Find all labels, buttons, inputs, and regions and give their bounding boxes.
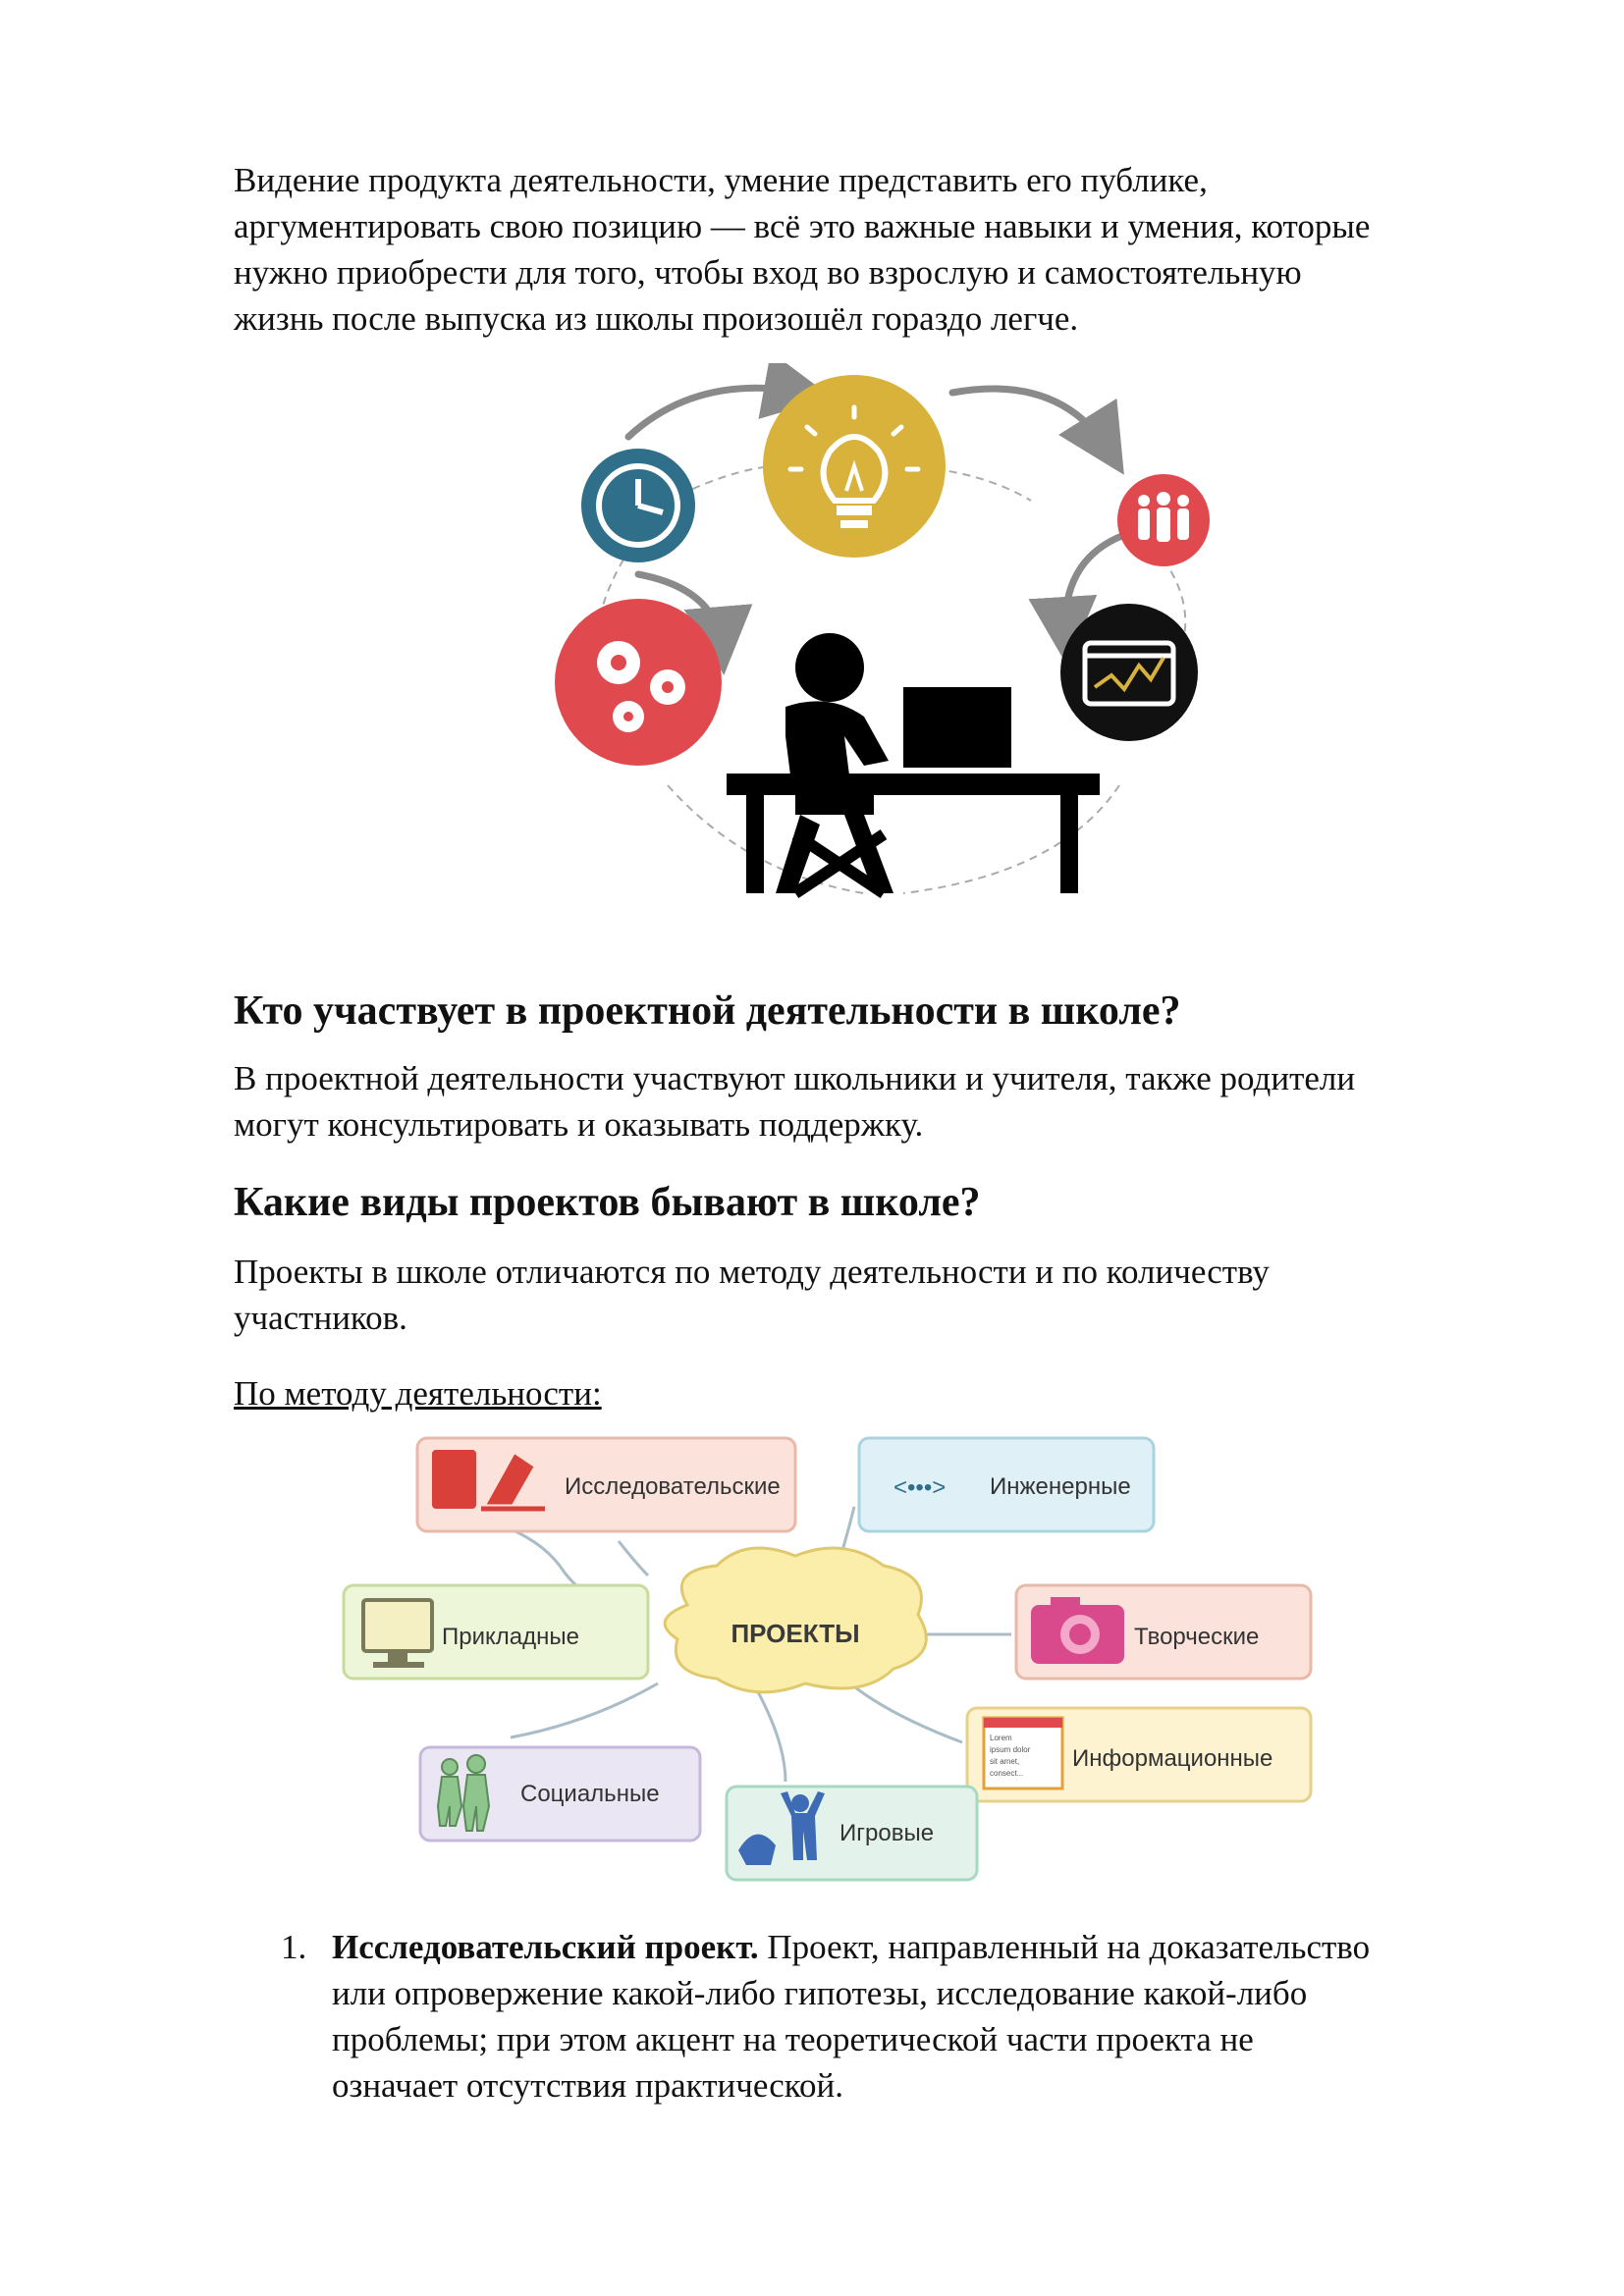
list-item-text-line-4: означает отсутствия практической. — [332, 2066, 843, 2105]
list-item-title: Исследовательский проект. — [332, 1928, 759, 1966]
project-types-list — [234, 1924, 1540, 2109]
intro-paragraph — [234, 157, 1540, 342]
node-informational — [967, 1708, 1311, 1801]
heading-project-types: Какие виды проектов бывают в школе? — [234, 1180, 981, 1225]
center-node-label: ПРОЕКТЫ — [731, 1619, 860, 1648]
node-applied — [344, 1585, 648, 1679]
heading-participants: Кто участвует в проектной деятельности в школе? — [234, 988, 1181, 1034]
project-types-line-2: участников. — [234, 1299, 407, 1337]
node-social-label: Социальные — [520, 1781, 660, 1807]
node-applied-label: Прикладные — [442, 1624, 579, 1650]
list-item-text-line-2: или опровержение какой-либо гипотезы, исследование какой-либо — [332, 1974, 1308, 2012]
list-item-number: 1. — [281, 1928, 307, 1966]
node-engineering-label: Инженерные — [990, 1473, 1131, 1500]
project-types-line-1: Проекты в школе отличаются по методу деятельности и по количеству — [234, 1253, 1270, 1291]
list-item-text-line-3: проблемы; при этом акцент на теоретической части проекта не — [332, 2020, 1254, 2058]
method-label: По методу деятельности: — [234, 1374, 602, 1413]
camera-icon — [1031, 1597, 1124, 1664]
node-research — [417, 1438, 795, 1531]
project-types-diagram — [334, 1428, 1316, 1919]
intro-line-3: нужно приобрести для того, чтобы вход во взрослую и самостоятельную — [234, 253, 1302, 292]
center-cloud-node — [665, 1548, 926, 1692]
participants-line-1: В проектной деятельности участвуют школьники и учителя, также родители — [234, 1059, 1356, 1097]
node-informational-label: Информационные — [1072, 1745, 1273, 1772]
list-item — [234, 1924, 1540, 2109]
participants-paragraph — [234, 1055, 1540, 1148]
intro-line-2: аргументировать свою позицию — всё это важные навыки и умения, которые — [234, 207, 1371, 245]
red-box-icon — [432, 1450, 476, 1509]
note-line-4: consect... — [990, 1769, 1024, 1778]
lightbulb-icon — [763, 375, 946, 558]
note-line-2: ipsum dolor — [990, 1745, 1031, 1754]
intro-line-4: жизнь после выпуска из школы произошёл гораздо легче. — [234, 299, 1079, 338]
node-game — [727, 1787, 977, 1880]
note-line-3: sit amet, — [990, 1757, 1020, 1766]
list-item-text-line-1: Проект, направленный на доказательство — [758, 1928, 1371, 1966]
node-engineering — [859, 1438, 1154, 1531]
chart-calendar-icon — [1060, 604, 1198, 741]
method-label-paragraph — [234, 1370, 1540, 1416]
intro-line-1: Видение продукта деятельности, умение представить его публике, — [234, 161, 1208, 199]
node-research-label: Исследовательские — [565, 1473, 781, 1500]
people-icon — [1117, 474, 1210, 566]
clock-icon — [581, 449, 695, 562]
participants-line-2: могут консультировать и оказывать поддержку. — [234, 1105, 924, 1144]
code-icon: <•••> — [893, 1474, 947, 1501]
node-creative — [1016, 1585, 1311, 1679]
note-line-1: Lorem — [990, 1734, 1012, 1742]
node-game-label: Игровые — [839, 1820, 935, 1846]
document-note-icon — [984, 1718, 1062, 1789]
node-creative-label: Творческие — [1134, 1624, 1260, 1650]
person-at-desk-icon — [727, 633, 1100, 893]
node-social — [420, 1747, 700, 1841]
project-activity-illustration — [550, 363, 1218, 903]
project-types-paragraph — [234, 1249, 1540, 1341]
gears-icon — [555, 599, 722, 766]
